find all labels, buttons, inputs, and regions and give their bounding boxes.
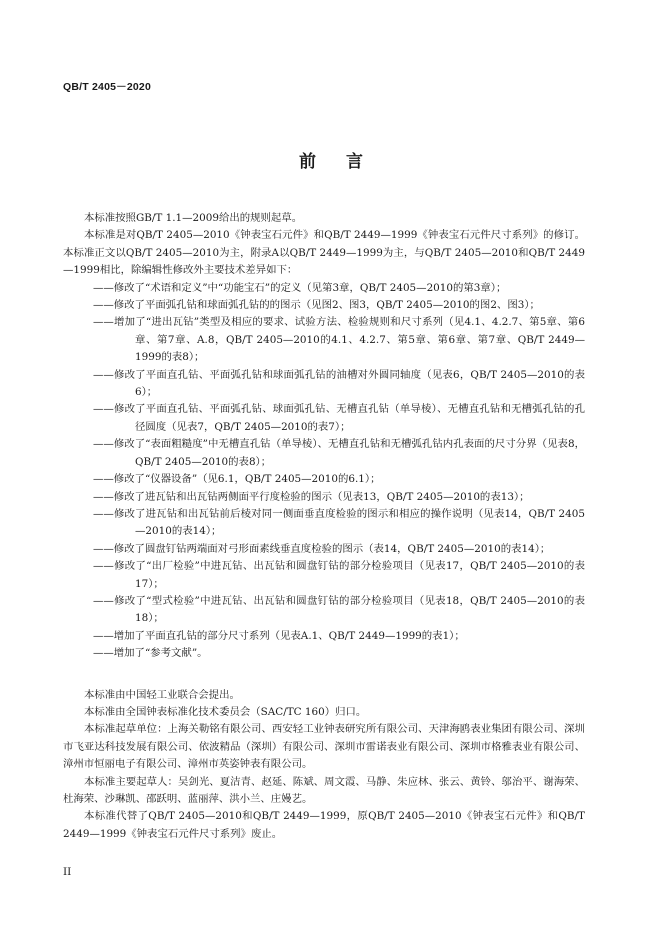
change-item: ——增加了平面直孔钻的部分尺寸系列（见表A.1、QB/T 2449—1999的表1）； (93, 629, 465, 642)
change-item: ——修改了平面弧孔钻和球面弧孔钻的的图示（见图2、图3，QB/T 2405—2010的图2、图3）； (93, 299, 540, 312)
closing-section (63, 687, 585, 844)
change-item: ——修改了“型式检验”中进瓦钻、出瓦钻和圆盘钉钻的部分检验项目（见表18，QB/T 2405—2010的表18）； (93, 594, 585, 625)
replacement-paragraph: 本标准代替了QB/T 2405—2010和QB/T 2449—1999，原QB/T 2405—2010《钟表宝石元件》和QB/T 2449—1999《钟表宝石元件尺寸系列》废止。 (63, 810, 585, 840)
change-list (63, 280, 585, 663)
drafting-units-paragraph: 本标准起草单位：上海关勒铭有限公司、西安轻工业钟表研究所有限公司、天津海鸥表业集团有限公司、深圳市飞亚达科技发展有限公司、依波精品（深圳）有限公司、深圳市雷诺表业有限公司、深圳市格雅表业有限公司、漳州市恒丽电子有限公司、漳州市英姿钟表有限公司。 (63, 723, 585, 771)
drafters-paragraph: 本标准主要起草人：吴剑光、夏洁青、赵延、陈斌、周文霞、马静、朱应林、张云、黄铃、邬治平、谢海荣、杜海荣、沙琳凯、邵跃明、蓝丽萍、洪小兰、庄嫚艺。 (63, 775, 585, 805)
change-item: ——修改了“出厂检验”中进瓦钻、出瓦钻和圆盘钉钻的部分检验项目（见表17，QB/T 2405—2010的表17）； (93, 560, 585, 590)
page-title-char: 言 (345, 152, 363, 172)
intro-paragraph: 本标准是对QB/T 2405—2010《钟表宝石元件》和QB/T 2449—1999《钟表宝石元件尺寸系列》的修订。本标准正文以QB/T 2405—2010为主，附录A以QB/T 2449—1999为主，与QB/T 2405—2010和QB/T 2449—1999相比，除编辑性修改外主要技术差异如下： (63, 229, 585, 277)
change-item: ——修改了平面直孔钻、平面弧孔钻和球面弧孔钻的油槽对外圆同轴度（见表6，QB/T 2405—2010的表6）； (93, 368, 585, 399)
change-item: ——增加了“进出瓦钻”类型及相应的要求、试验方法、检验规则和尺寸系列（见4.1、4.2.7、第5章、第6章、第7章、A.8，QB/T 2405—2010的4.1、4.2.7、第5章、第6章、第7章、QB/T 2449—1999的表8）； (93, 316, 585, 364)
change-item: ——增加了“参考文献”。 (93, 647, 208, 660)
change-item: ——修改了“表面粗糙度”中无槽直孔钻（单导棱）、无槽直孔钻和无槽弧孔钻内孔表面的尺寸分界（见表8，QB/T 2405—2010的表8）； (93, 438, 585, 468)
change-item: ——修改了圆盘钉钻两端面对弓形面素线垂直度检验的图示（表14，QB/T 2405—2010的表14）； (93, 542, 551, 555)
page-number: II (63, 866, 72, 878)
change-item: ——修改了“仪器设备”（见6.1，QB/T 2405—2010的6.1）； (93, 473, 381, 486)
proposer-paragraph: 本标准由中国轻工业联合会提出。 (84, 688, 240, 701)
section-gap (63, 663, 585, 687)
change-item: ——修改了进瓦钻和出瓦钻两侧面平行度检验的图示（见表13，QB/T 2405—2010的表13）； (93, 490, 530, 503)
change-item: ——修改了“术语和定义”中“功能宝石”的定义（见第3章，QB/T 2405—2010的第3章）； (93, 281, 507, 294)
committee-paragraph: 本标准由全国钟表标准化技术委员会（SAC/TC 160）归口。 (84, 705, 367, 718)
intro-paragraph: 本标准按照GB/T 1.1—2009给出的规则起草。 (84, 212, 303, 224)
change-item: ——修改了平面直孔钻、平面弧孔钻、球面弧孔钻、无槽直孔钻（单导棱）、无槽直孔钻和无槽弧孔钻的孔径圆度（见表7，QB/T 2405—2010的表7）； (93, 403, 585, 433)
standard-code: QB/T 2405－2020 (63, 81, 152, 93)
change-item: ——修改了进瓦钻和出瓦钻前后棱对同一侧面垂直度检验的图示和相应的操作说明（见表14，QB/T 2405—2010的表14）； (93, 507, 585, 538)
page-title-char: 前 (299, 152, 317, 172)
page-title (0, 147, 662, 172)
foreword-body (63, 210, 585, 843)
